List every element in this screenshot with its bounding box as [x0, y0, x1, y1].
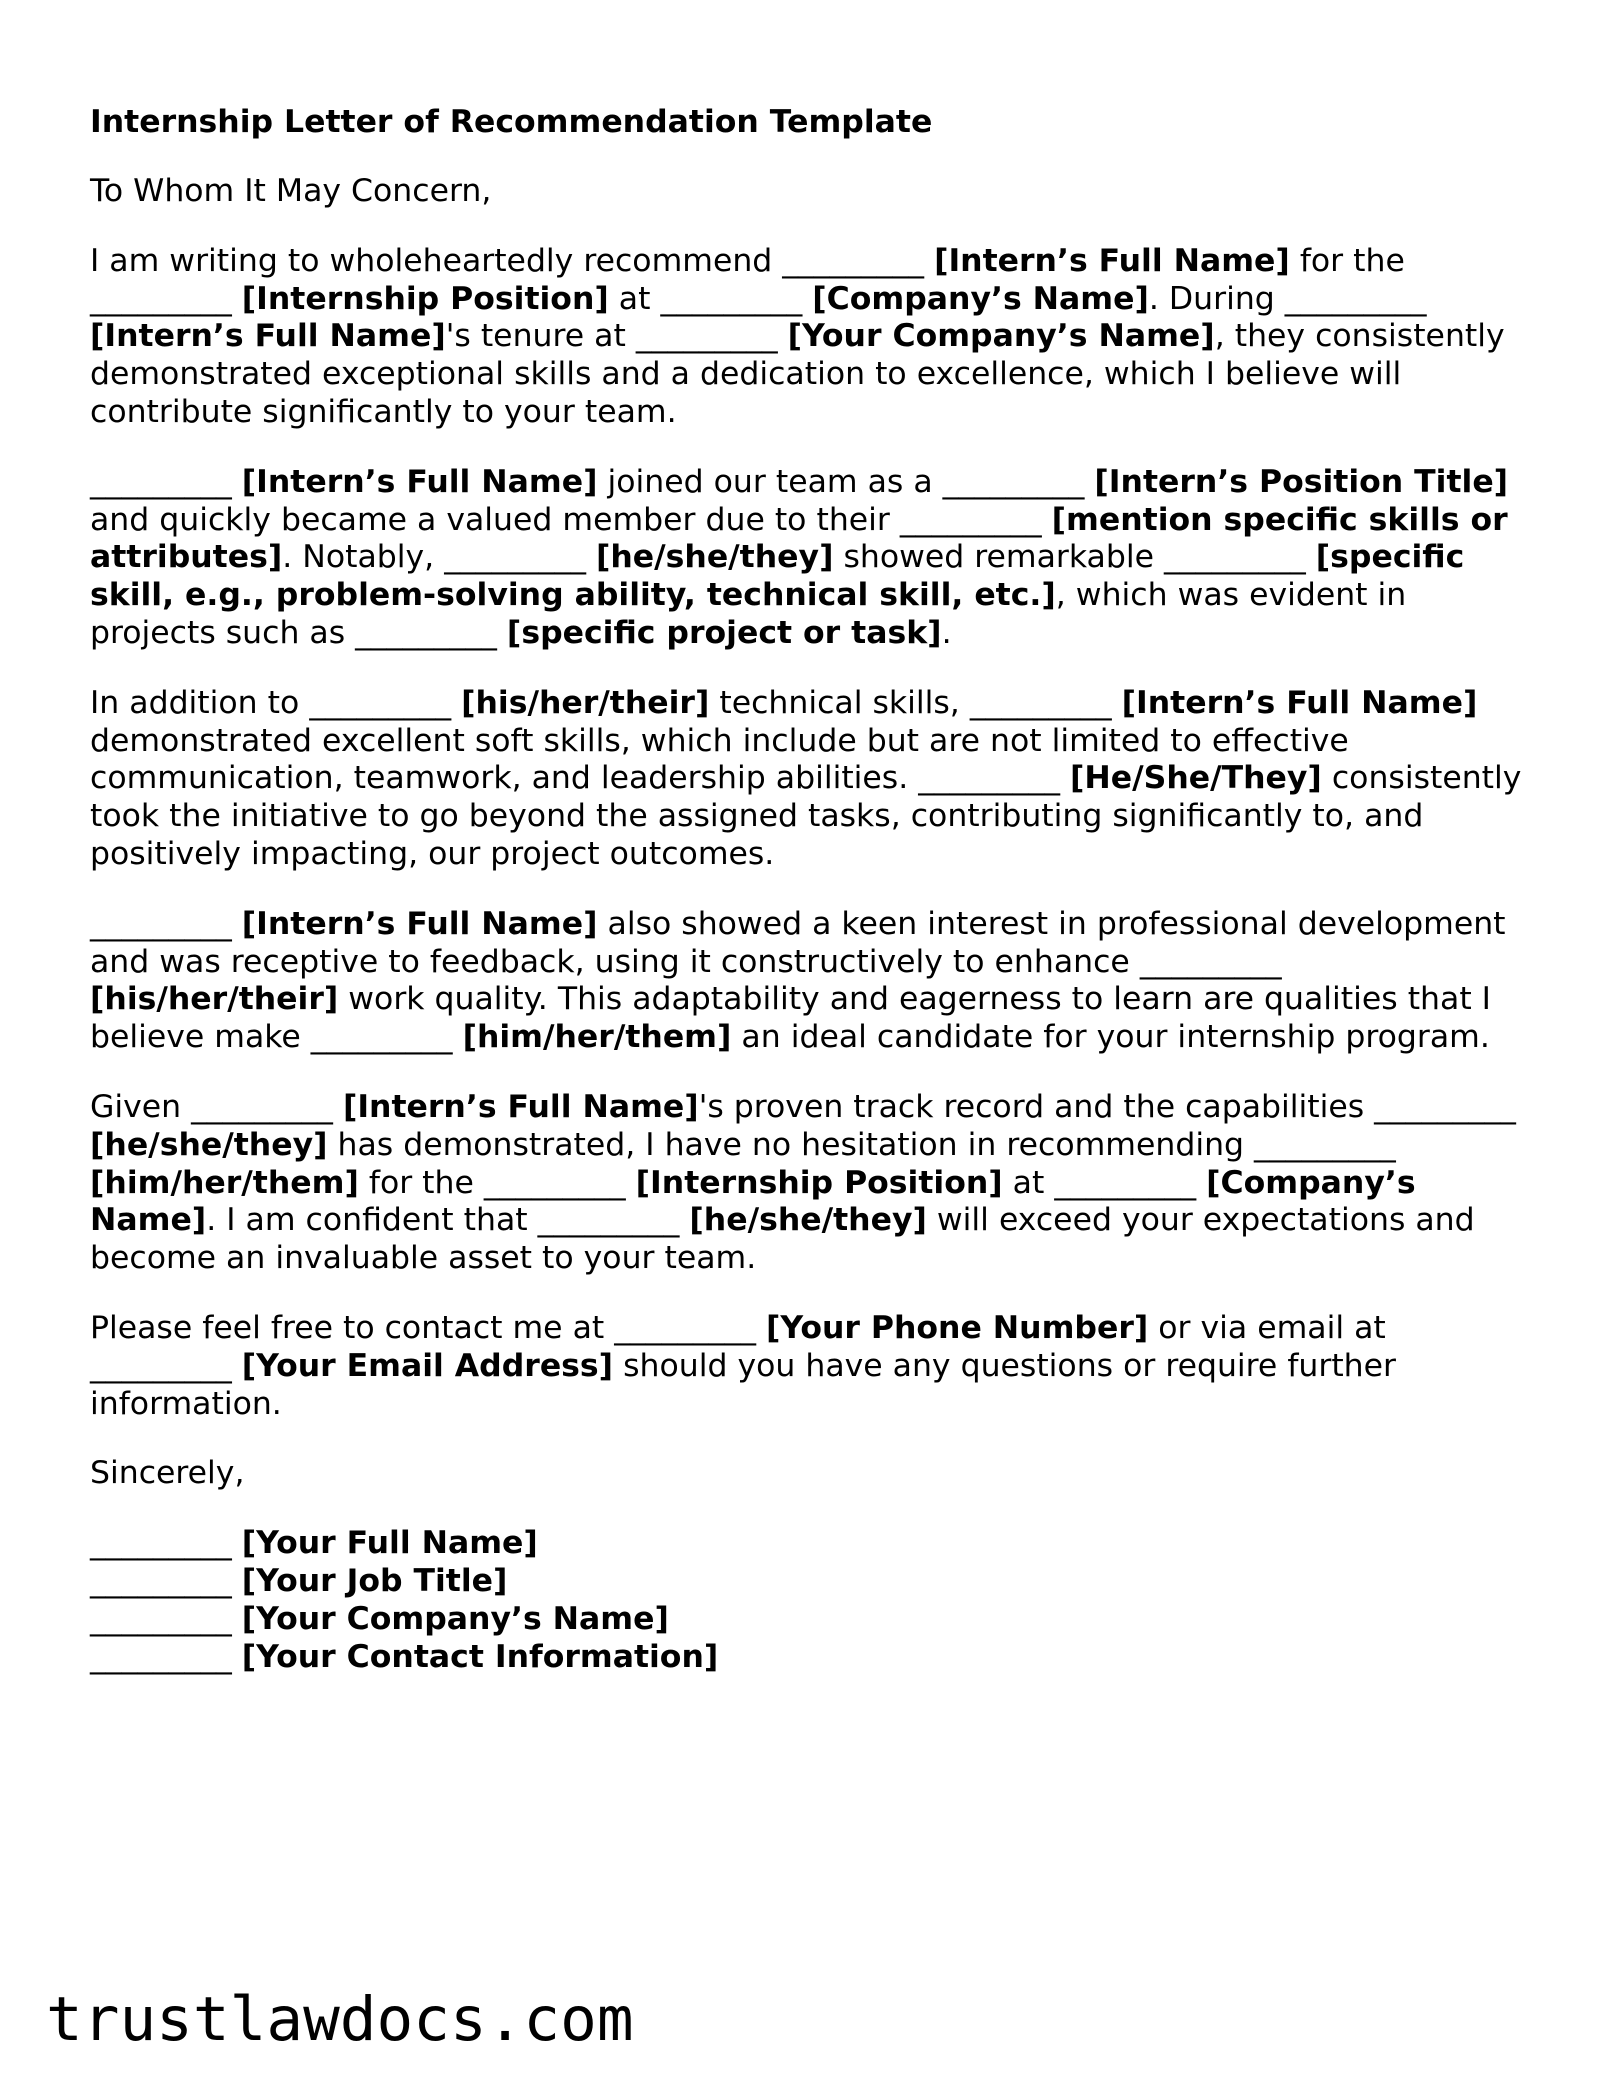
placeholder-field: [Your Full Name] [241, 1525, 538, 1562]
placeholder-field: [Intern’s Full Name] [934, 242, 1290, 279]
body-paragraph: In addition to _________ [his/her/their] technical skills, _________ [Intern’s Full Name] demonstrated excellent soft skills, which include but are not limited to effective communication, teamwork, and leadership abilities. _________ [He/She/They] consistently took the initiative to go beyond the assigned tasks, contributing significantly to, and positively impacting, our project outcomes. [90, 684, 1522, 872]
placeholder-field: [him/her/them] [462, 1019, 732, 1056]
placeholder-field: [specific project or task] [506, 614, 942, 651]
placeholder-field: [Company’s Name] [90, 1164, 1416, 1239]
fill-in-blank: _________ [90, 1638, 232, 1675]
placeholder-field: [Intern’s Position Title] [1094, 463, 1509, 500]
fill-in-blank: _________ [918, 760, 1060, 797]
placeholder-field: [Intern’s Full Name] [90, 318, 446, 355]
body-paragraph: _________ [Intern’s Full Name] also showed a keen interest in professional development and was receptive to feedback, using it constructively to enhance _________ [his/her/their] work quality. This adaptability and eagerness to learn are qualities that I believe make _________ [him/her/them] an ideal candidate for your internship program. [90, 905, 1506, 1056]
signature-line [90, 1639, 1530, 1677]
fill-in-blank: _________ [90, 1525, 232, 1562]
fill-in-blank: _________ [444, 539, 586, 576]
fill-in-blank: _________ [782, 242, 925, 279]
placeholder-field: [Internship Position] [635, 1164, 1003, 1201]
body-paragraph: _________ [Intern’s Full Name] joined our team as a _________ [Intern’s Position Title] and quickly became a valued member due to their _________ [mention specific skills or attributes]. Notably, _________ [he/she/they] showed remarkable _________ [specific skill, e.g., problem-solving ability, technical skill, etc.], which was evident in projects such as _________ [specific project or task]. [90, 463, 1509, 651]
placeholder-field: [he/she/they] [595, 539, 834, 576]
greeting: To Whom It May Concern, [90, 173, 492, 209]
fill-in-blank: _________ [90, 463, 232, 500]
placeholder-field: [Your Company’s Name] [241, 1600, 669, 1637]
placeholder-field: [Your Contact Information] [241, 1638, 719, 1675]
fill-in-blank: _________ [90, 1562, 232, 1599]
document-title: Internship Letter of Recommendation Template [90, 104, 933, 140]
placeholder-field: [Intern’s Full Name] [241, 463, 598, 500]
fill-in-blank: _________ [90, 280, 232, 317]
fill-in-blank: _________ [1054, 1164, 1197, 1201]
fill-in-blank: _________ [1164, 539, 1306, 576]
fill-in-blank: _________ [969, 684, 1112, 721]
fill-in-blank: _________ [614, 1309, 756, 1346]
fill-in-blank: _________ [537, 1202, 680, 1239]
letter-document [90, 103, 1530, 1676]
fill-in-blank: _________ [355, 614, 497, 651]
fill-in-blank: _________ [942, 463, 1085, 500]
fill-in-blank: _________ [90, 1347, 232, 1384]
placeholder-field: [Intern’s Full Name] [241, 905, 598, 942]
fill-in-blank: _________ [90, 1600, 232, 1637]
signature-line [90, 1601, 1530, 1639]
fill-in-blank: _________ [309, 684, 452, 721]
placeholder-field: [Intern’s Full Name] [342, 1088, 699, 1125]
fill-in-blank: _________ [1254, 1126, 1396, 1163]
fill-in-blank: _________ [310, 1019, 453, 1056]
placeholder-field: [his/her/their] [461, 684, 710, 721]
placeholder-field: [Internship Position] [241, 280, 609, 317]
placeholder-field: [Company’s Name] [812, 280, 1149, 317]
placeholder-field: [he/she/they] [689, 1202, 927, 1239]
fill-in-blank: _________ [1139, 943, 1282, 980]
signature-block [90, 1525, 1530, 1676]
placeholder-field: [specific skill, e.g., problem-solving ability, technical skill, etc.] [90, 539, 1465, 614]
fill-in-blank: _________ [483, 1164, 626, 1201]
fill-in-blank: _________ [1374, 1088, 1516, 1125]
fill-in-blank: _________ [635, 318, 778, 355]
site-watermark: trustlawdocs.com [46, 1984, 634, 2055]
closing: Sincerely, [90, 1455, 245, 1492]
body-paragraph: Given _________ [Intern’s Full Name]'s proven track record and the capabilities _________ [he/she/they] has demonstrated, I have no hesitation in recommending _________ [him/her/them] for the _________ [Internship Position] at _________ [Company’s Name]. I am confident that _________ [he/she/they] will exceed your expectations and become an invaluable asset to your team. [90, 1088, 1516, 1277]
fill-in-blank: _________ [191, 1088, 333, 1125]
body-paragraph: I am writing to wholeheartedly recommend _________ [Intern’s Full Name] for the _________ [Internship Position] at _________ [Company’s Name]. During _________ [Intern’s Full Name]'s tenure at _________ [Your Company’s Name], they consistently demonstrated exceptional skills and a dedication to excellence, which I believe will contribute significantly to your team. [90, 242, 1505, 430]
fill-in-blank: _________ [1284, 280, 1427, 317]
placeholder-field: [he/she/they] [90, 1126, 328, 1163]
placeholder-field: [his/her/their] [90, 981, 339, 1018]
fill-in-blank: _________ [660, 280, 803, 317]
placeholder-field: [mention specific skills or attributes] [90, 501, 1508, 576]
placeholder-field: [Your Job Title] [241, 1562, 508, 1599]
fill-in-blank: _________ [90, 905, 232, 942]
placeholder-field: [him/her/them] [90, 1164, 359, 1201]
body-paragraph: Please feel free to contact me at _________ [Your Phone Number] or via email at _________ [Your Email Address] should you have any questions or require further information. [90, 1309, 1396, 1422]
placeholder-field: [He/She/They] [1070, 760, 1322, 797]
placeholder-field: [Your Email Address] [241, 1347, 614, 1384]
placeholder-field: [Intern’s Full Name] [1121, 684, 1478, 721]
placeholder-field: [Your Phone Number] [766, 1309, 1149, 1346]
signature-line [90, 1525, 1530, 1563]
signature-line [90, 1563, 1530, 1601]
placeholder-field: [Your Company’s Name] [787, 318, 1215, 355]
fill-in-blank: _________ [899, 501, 1042, 538]
